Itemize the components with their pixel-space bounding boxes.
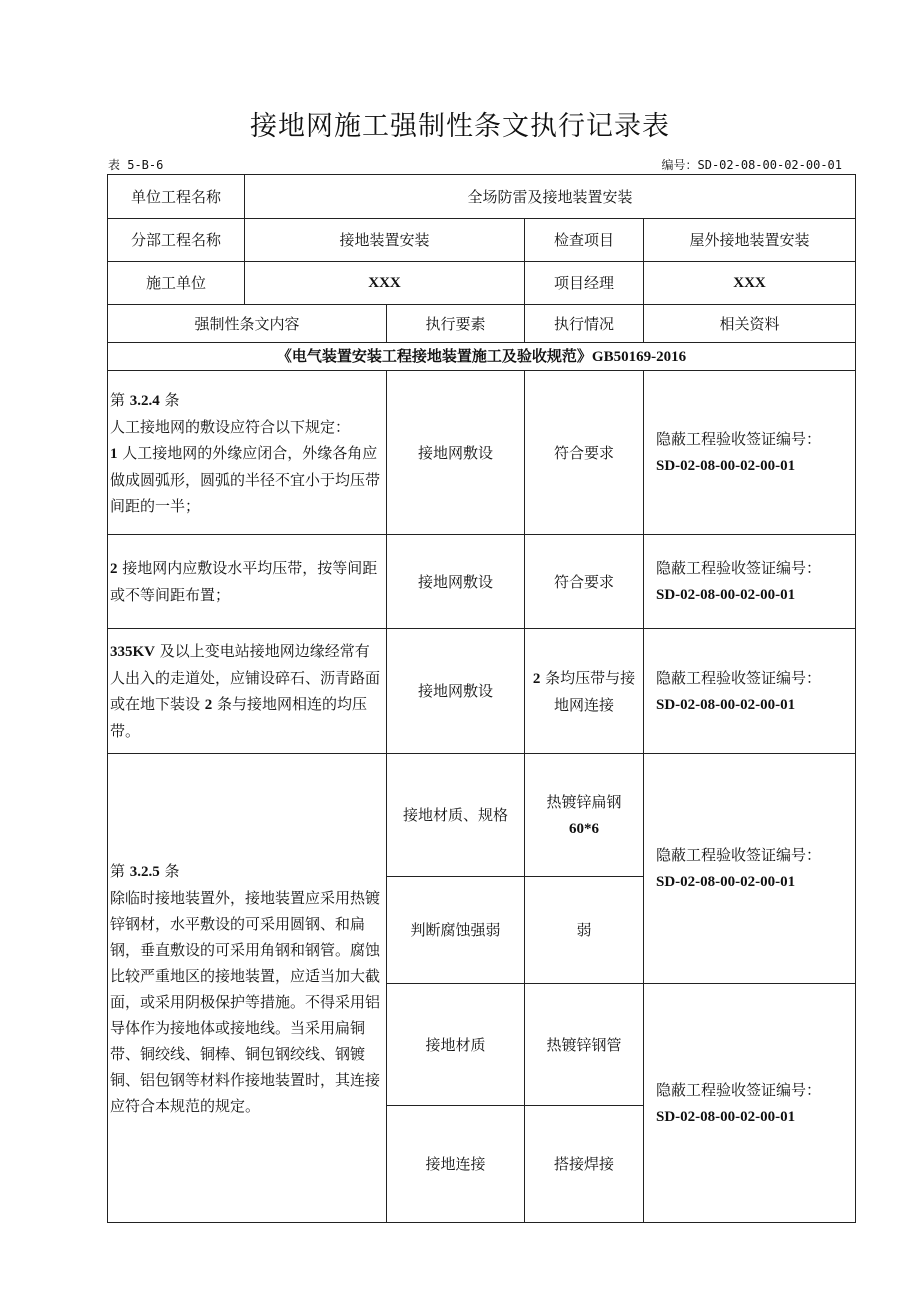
col-status: 执行情况 [525,305,644,343]
element-cell: 接地材质、规格 [387,754,525,877]
element-cell: 接地网敷设 [387,629,525,754]
item-number: 2 [110,561,118,577]
status-cell [525,629,644,754]
clause-text: 除临时接地装置外，接地装置应采用热镀锌钢材，水平敷设的可采用圆钢、和扁钢，垂直敷设的可采用角钢和钢管。腐蚀比较严重地区的接地装置，应适当加大截面，或采用阴极保护等措施。不得采用铝导体作为接地体或接地线。当采用扁铜带、铜绞线、铜棒、铜包钢绞线、钢镀铜、铝包钢等材料作接地装置时，其连接应符合本规范的规定。 [110,888,381,1115]
unit-row [108,175,856,219]
record-table [107,174,856,1223]
element-cell: 判断腐蚀强弱 [387,877,525,984]
docs-cell [644,535,856,629]
status-spec: 60*6 [569,820,599,837]
item-text: 人工接地网的外缘应闭合，外缘各角应做成圆弧形，圆弧的半径不宜小于均压带间距的一半； [110,443,381,515]
clause-subrow [108,754,856,877]
status-cell: 符合要求 [525,535,644,629]
item-number: 1 [110,445,118,462]
element-cell: 接地网敷设 [387,535,525,629]
clause-content [108,754,387,1223]
check-value: 屋外接地装置安装 [644,219,856,262]
element-cell: 接地网敷设 [387,371,525,535]
status-text: 热镀锌扁钢 [546,792,622,811]
docs-cell [644,754,856,984]
manager-label: 项目经理 [525,262,644,305]
clause-content [108,535,387,629]
doc-label: 隐蔽工程验收签证编号： [656,846,822,864]
item-text: 及以上变电站接地网边缘经常有人出入的走道处，应铺设碎石、沥青路面或在地下装设 [110,642,381,713]
status-text: 条均压带与接地网连接 [540,668,636,714]
check-label: 检查项目 [525,219,644,262]
status-cell: 弱 [525,877,644,984]
item-text: 接地网内应敷设水平均压带，按等间距或不等间距布置； [110,559,378,604]
docs-cell [644,371,856,535]
col-docs: 相关资料 [644,305,856,343]
builder-value: XXX [245,262,525,305]
doc-label: 隐蔽工程验收签证编号： [656,1080,822,1099]
clause-row [108,535,856,629]
status-cell: 符合要求 [525,371,644,535]
clause-content [108,629,387,754]
column-header-row [108,305,856,343]
item-text-tail: 条与接地网相连的均压带。 [110,695,368,740]
element-cell: 接地材质 [387,984,525,1106]
status-cell: 搭接焊接 [525,1106,644,1223]
col-content: 强制性条文内容 [108,305,387,343]
clause-intro: 人工接地网的敷设应符合以下规定： [110,417,351,436]
manager-value: XXX [644,262,856,305]
page-title: 接地网施工强制性条文执行记录表 [250,111,670,142]
clause-row [108,629,856,754]
clause-content [108,371,387,535]
col-element: 执行要素 [387,305,525,343]
standard-row [108,343,856,371]
doc-code: SD-02-08-00-02-00-01 [656,1108,796,1125]
doc-code: SD-02-08-00-02-00-01 [656,696,796,713]
status-cell [525,754,644,877]
serial-number: 编号：SD-02-08-00-02-00-01 [661,158,842,172]
part-value: 接地装置安装 [245,219,525,262]
form-number: 表 5-B-6 [108,158,164,172]
docs-cell [644,984,856,1223]
part-row [108,219,856,262]
standard-title: 《电气装置安装工程接地装置施工及验收规范》GB50169-2016 [108,343,856,371]
doc-label: 隐蔽工程验收签证编号： [656,559,822,577]
clause-row [108,371,856,535]
clause-head: 第 3.2.4 条 [110,390,180,409]
doc-label: 隐蔽工程验收签证编号： [656,668,822,687]
item-count: 2 [204,697,213,713]
unit-label: 单位工程名称 [108,175,245,219]
docs-cell [644,629,856,754]
part-label: 分部工程名称 [108,219,245,262]
unit-value: 全场防雷及接地装置安装 [245,175,856,219]
status-number: 2 [532,670,541,687]
clause-head: 第 3.2.5 条 [110,861,180,880]
builder-label: 施工单位 [108,262,245,305]
builder-row [108,262,856,305]
doc-code: SD-02-08-00-02-00-01 [656,587,796,603]
item-number: 335KV [110,644,155,660]
element-cell: 接地连接 [387,1106,525,1223]
status-cell: 热镀锌钢管 [525,984,644,1106]
doc-code: SD-02-08-00-02-00-01 [656,458,796,474]
doc-label: 隐蔽工程验收签证编号： [656,430,822,448]
doc-code: SD-02-08-00-02-00-01 [656,874,796,890]
